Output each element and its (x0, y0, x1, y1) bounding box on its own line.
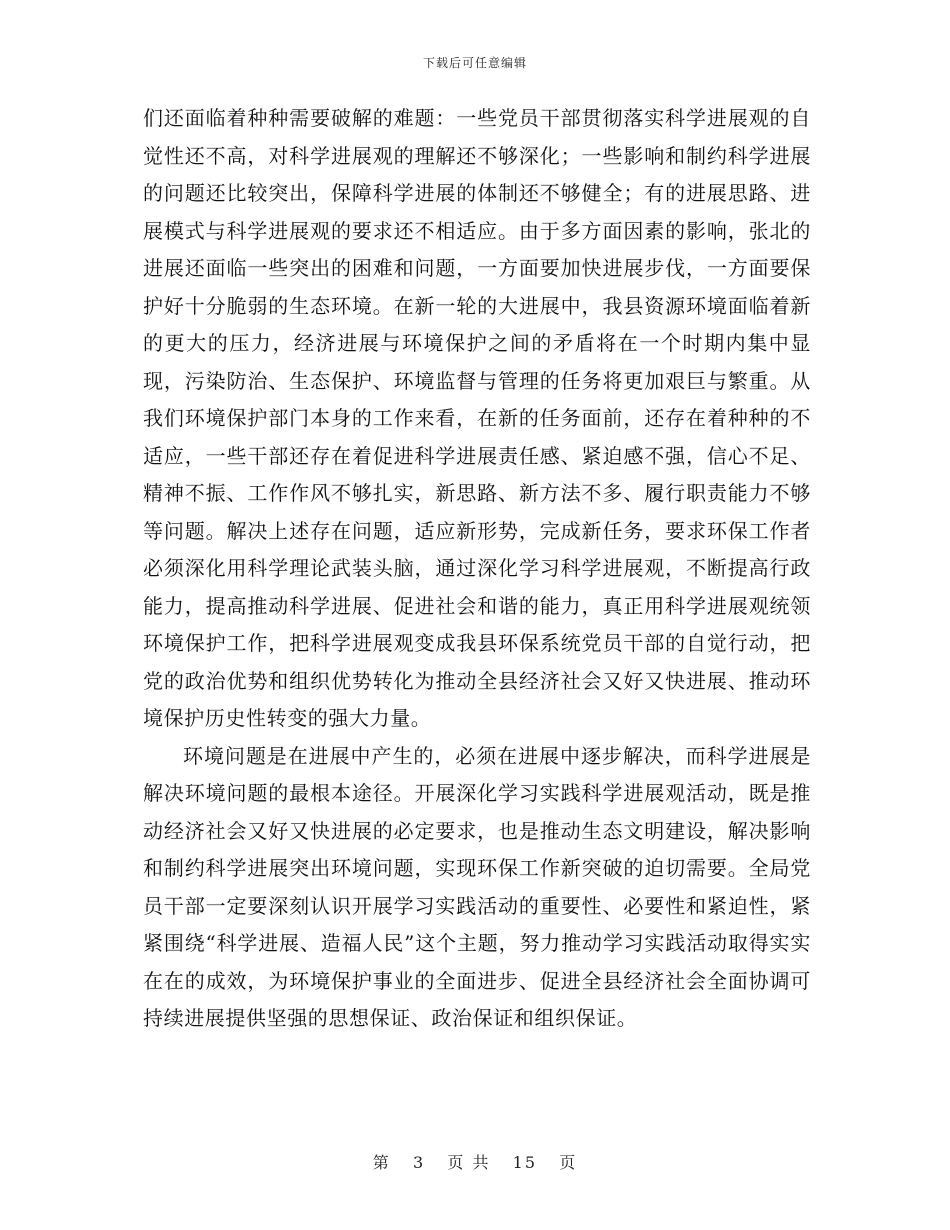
footer-prefix: 第 (372, 1153, 391, 1172)
paragraph-2: 环境问题是在进展中产生的，必须在进展中逐步解决，而科学进展是解决环境问题的最根本途径。开展深化学习实践科学进展观活动，既是推动经济社会又好又快进展的必定要求，也是推动生态文明建设，解决影响和制约科学进展突出环境问题，实现环保工作新突破的迫切需要。全局党员干部一定要深刻认识开展学习实践活动的重要性、必要性和紧迫性，紧紧围绕“科学进展、造福人民”这个主题，努力推动学习实践活动取得实实在在的成效，为环境保护事业的全面进步、促进全县经济社会全面协调可持续进展提供坚强的思想保证、政治保证和组织保证。 (143, 743, 811, 1030)
document-body (143, 100, 811, 1038)
page-header: 下载后可任意编辑 (422, 56, 527, 70)
footer-total-pages: 15 (512, 1153, 537, 1172)
footer-suffix: 页 (559, 1153, 578, 1172)
footer-page-number: 3 (412, 1153, 426, 1172)
page-footer (0, 1150, 950, 1173)
paragraph-1: 们还面临着种种需要破解的难题：一些党员干部贯彻落实科学进展观的自觉性还不高，对科学进展观的理解还不够深化；一些影响和制约科学进展的问题还比较突出，保障科学进展的体制还不够健全；有的进展思路、进展模式与科学进展观的要求还不相适应。由于多方面因素的影响，张北的进展还面临一些突出的困难和问题，一方面要加快进展步伐，一方面要保护好十分脆弱的生态环境。在新一轮的大进展中，我县资源环境面临着新的更大的压力，经济进展与环境保护之间的矛盾将在一个时期内集中显现，污染防治、生态保护、环境监督与管理的任务将更加艰巨与繁重。从我们环境保护部门本身的工作来看，在新的任务面前，还存在着种种的不适应，一些干部还存在着促进科学进展责任感、紧迫感不强，信心不足、精神不振、工作作风不够扎实，新思路、新方法不多、履行职责能力不够等问题。解决上述存在问题，适应新形势，完成新任务，要求环保工作者必须深化用科学理论武装头脑，通过深化学习科学进展观，不断提高行政能力，提高推动科学进展、促进社会和谐的能力，真正用科学进展观统领环境保护工作，把科学进展观变成我县环保系统党员干部的自觉行动，把党的政治优势和组织优势转化为推动全县经济社会又好又快进展、推动环境保护历史性转变的强大力量。 (143, 106, 811, 730)
footer-middle: 页 共 (447, 1153, 491, 1172)
